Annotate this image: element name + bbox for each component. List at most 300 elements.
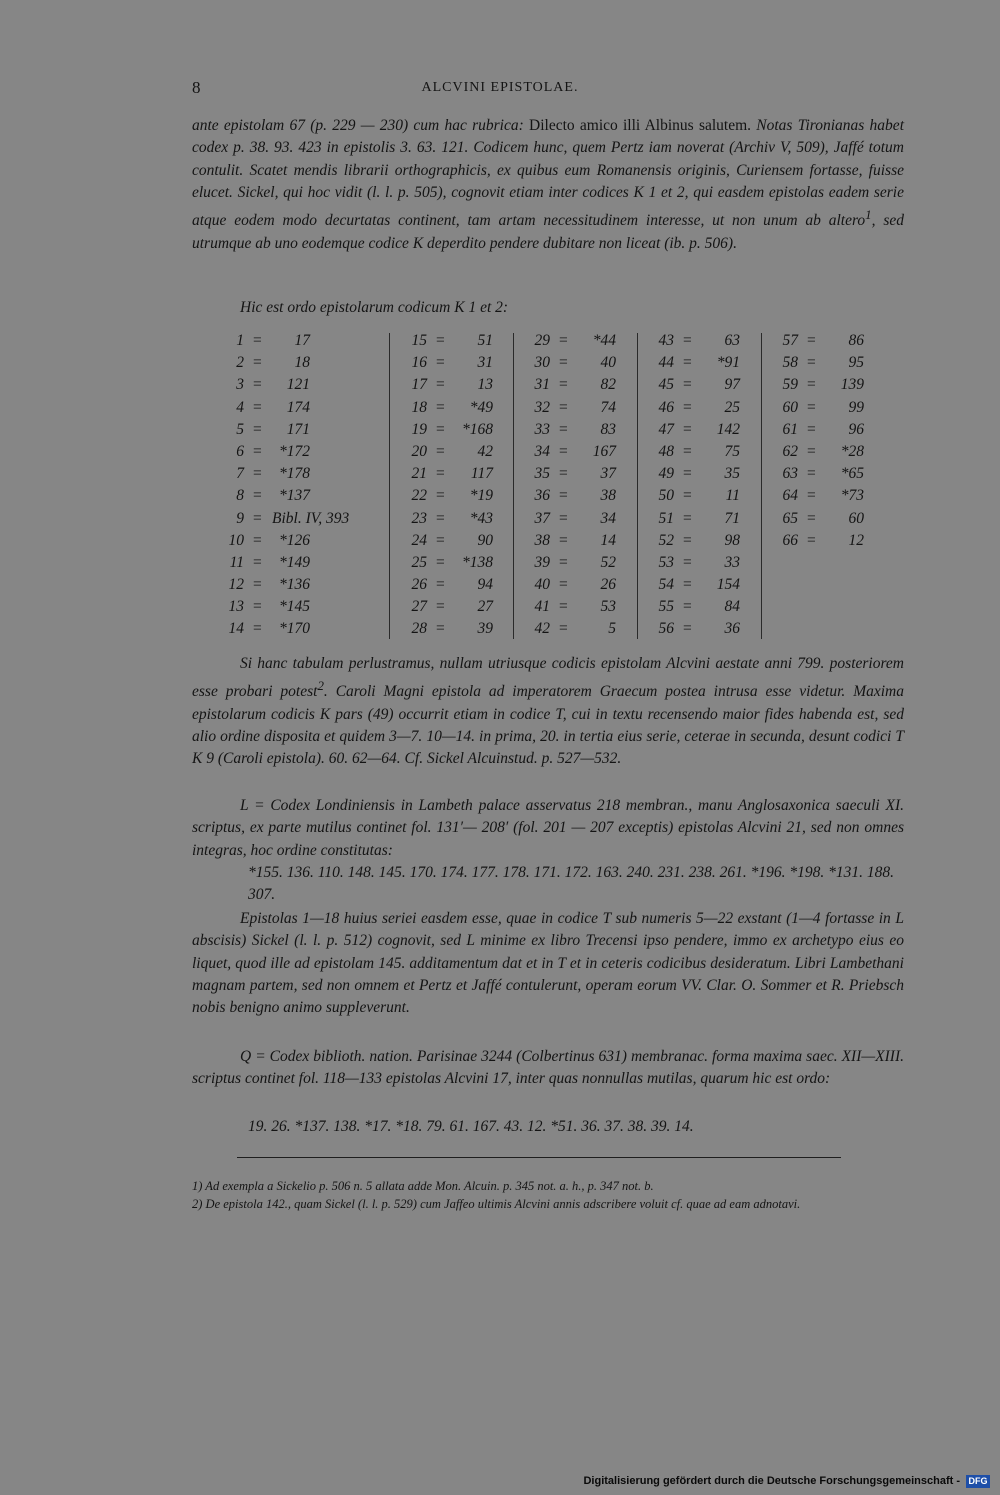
table-row <box>395 618 510 640</box>
letter-number-k: 44 <box>658 354 674 372</box>
letter-number-k: 21 <box>411 465 427 483</box>
letter-number-edition: 12 <box>848 531 864 549</box>
letter-number-edition: 84 <box>724 598 740 616</box>
equals-sign: = <box>558 354 569 372</box>
letter-number-k: 15 <box>411 332 427 349</box>
letter-number-edition: 86 <box>848 332 864 349</box>
table-row <box>766 419 881 441</box>
letter-number-k: 54 <box>658 576 674 594</box>
letter-number-k: 46 <box>658 398 674 416</box>
table-row <box>192 330 387 352</box>
page-number: 8 <box>192 78 201 97</box>
letter-number-edition: *168 <box>462 420 493 438</box>
letter-number-k: 24 <box>411 531 427 549</box>
letter-number-edition: *28 <box>840 442 864 460</box>
equals-sign: = <box>252 354 263 372</box>
equals-sign: = <box>252 376 263 394</box>
table-row <box>518 618 633 640</box>
table-row <box>642 352 757 374</box>
equals-sign: = <box>682 598 693 616</box>
letter-number-k: 19 <box>411 420 427 438</box>
letter-number-k: 14 <box>228 620 244 638</box>
equals-sign: = <box>682 620 693 638</box>
paragraph-tabula-text-2: . Caroli Magni epistola ad imperatorem Graecum postea intrusa esse videtur. Maxima epistolarum codicis K pars (49) occurrit etiam in codice T, cui in textu recensendo maior fides habenda est, sed alio ordine disposita et quidem 3—7. 10—14. in prima, 20. in tertia eius serie, ceterae in secunda, desunt codici T K 9 (Caroli epistola). 60. 62—64. Cf. Sickel Alcuinstud. p. 527—532. <box>192 683 904 768</box>
table-column-1 <box>192 330 387 641</box>
equals-sign: = <box>806 332 817 349</box>
letter-number-edition: 121 <box>286 376 310 394</box>
letter-number-edition: 71 <box>724 509 740 527</box>
table-row <box>642 485 757 507</box>
equals-sign: = <box>558 332 569 349</box>
table-row <box>192 374 387 396</box>
footnote-ref-1[interactable]: 1 <box>865 207 872 223</box>
table-row <box>395 508 510 530</box>
equals-sign: = <box>435 576 446 594</box>
letter-number-k: 49 <box>658 465 674 483</box>
equals-sign: = <box>435 553 446 571</box>
equals-sign: = <box>435 332 446 349</box>
letter-number-k: 17 <box>411 376 427 394</box>
letter-number-edition: 39 <box>477 620 493 638</box>
equals-sign: = <box>558 398 569 416</box>
letter-number-k: 25 <box>411 553 427 571</box>
equals-sign: = <box>806 398 817 416</box>
equals-sign: = <box>682 442 693 460</box>
table-row <box>395 574 510 596</box>
letter-number-k: 8 <box>236 487 244 505</box>
intro-end: , sed utrumque ab uno eodemque codice K deperdito pendere dubitare non liceat (ib. p. 506). <box>192 212 904 252</box>
equals-sign: = <box>435 509 446 527</box>
letter-number-edition: 174 <box>286 398 310 416</box>
equals-sign: = <box>806 531 817 549</box>
letter-number-k: 36 <box>534 487 550 505</box>
table-row <box>642 508 757 530</box>
letter-number-k: 11 <box>229 553 244 571</box>
table-row <box>518 508 633 530</box>
letter-number-k: 35 <box>534 465 550 483</box>
table-row <box>642 463 757 485</box>
letter-number-k: 27 <box>411 598 427 616</box>
letter-number-k: 58 <box>782 354 798 372</box>
equals-sign: = <box>435 487 446 505</box>
table-row <box>766 508 881 530</box>
letter-number-k: 31 <box>534 376 550 394</box>
column-divider <box>637 333 638 639</box>
equals-sign: = <box>435 531 446 549</box>
letter-number-edition: 60 <box>848 509 864 527</box>
letter-number-k: 4 <box>236 398 244 416</box>
letter-number-k: 51 <box>658 509 674 527</box>
column-divider <box>513 333 514 639</box>
order-intro-text: Hic est ordo epistolarum codicum K 1 et 2: <box>240 299 509 316</box>
equals-sign: = <box>806 420 817 438</box>
letter-number-k: 34 <box>534 442 550 460</box>
letter-number-k: 20 <box>411 442 427 460</box>
equals-sign: = <box>558 598 569 616</box>
letter-number-k: 59 <box>782 376 798 394</box>
letter-number-edition: 14 <box>600 531 616 549</box>
equals-sign: = <box>252 553 263 571</box>
letter-number-edition: *19 <box>469 487 493 505</box>
table-row <box>642 618 757 640</box>
equals-sign: = <box>682 398 693 416</box>
letter-number-k: 12 <box>228 576 244 594</box>
letter-number-edition: 99 <box>848 398 864 416</box>
table-column-2 <box>395 330 510 641</box>
equals-sign: = <box>806 465 817 483</box>
equals-sign: = <box>252 576 263 594</box>
letter-number-k: 55 <box>658 598 674 616</box>
table-row <box>192 508 387 530</box>
letter-number-edition: 53 <box>600 598 616 616</box>
paragraph-epistolas-text: Epistolas 1—18 huius seriei easdem esse, quae in codice T sub numeris 5—22 exstant (1—4 fortasse in L abscisis) Sickel (l. l. p. 512) cognovit, sed L minime ex libro Trecensi ipso pendere, immo ex archetypo eius eo liquet, quod ille ad epistolam 145. additamentum dat et in T et in ceteris codicibus desideratum. Libri Lambethani magnam partem, sed non omnem et Pertz et Jaffé contulerunt, operam eorum VV. Clar. O. Sommer et R. Priebsch nobis benigno animo suppleverunt. <box>192 910 904 1017</box>
equals-sign: = <box>682 376 693 394</box>
letter-number-k: 30 <box>534 354 550 372</box>
epistle-list-q: 19. 26. *137. 138. *17. *18. 79. 61. 167. 43. 12. *51. 36. 37. 38. 39. 14. <box>248 1118 694 1135</box>
letter-number-k: 29 <box>534 332 550 349</box>
table-row <box>518 397 633 419</box>
footnote-rule <box>237 1157 841 1158</box>
table-row <box>395 463 510 485</box>
letter-number-k: 52 <box>658 531 674 549</box>
letter-number-edition: 96 <box>848 420 864 438</box>
equals-sign: = <box>252 598 263 616</box>
table-row <box>642 574 757 596</box>
letter-number-edition: 167 <box>592 442 616 460</box>
equals-sign: = <box>558 465 569 483</box>
letter-number-k: 10 <box>228 531 244 549</box>
table-row <box>395 485 510 507</box>
letter-number-edition: 98 <box>724 531 740 549</box>
paragraph-tabula <box>192 653 904 771</box>
equals-sign: = <box>252 398 263 416</box>
equals-sign: = <box>682 354 693 372</box>
table-row <box>395 530 510 552</box>
equals-sign: = <box>806 509 817 527</box>
paragraph-codex-l <box>192 795 904 862</box>
table-row <box>518 552 633 574</box>
letter-number-edition: *65 <box>840 465 864 483</box>
table-row <box>395 374 510 396</box>
equals-sign: = <box>252 420 263 438</box>
table-row <box>518 374 633 396</box>
equals-sign: = <box>558 509 569 527</box>
letter-number-edition: *44 <box>592 332 616 349</box>
letter-number-edition: 25 <box>724 398 740 416</box>
letter-number-edition: 35 <box>724 465 740 483</box>
equals-sign: = <box>435 465 446 483</box>
letter-number-edition: *170 <box>279 620 310 638</box>
table-row <box>192 397 387 419</box>
footnote-1: 1) Ad exempla a Sickelio p. 506 n. 5 allata adde Mon. Alcuin. p. 345 not. a. h., p. 347 not. b. <box>192 1179 654 1193</box>
table-row <box>518 352 633 374</box>
footnotes <box>192 1177 904 1213</box>
equals-sign: = <box>435 376 446 394</box>
letter-number-edition: 13 <box>477 376 493 394</box>
letter-number-k: 50 <box>658 487 674 505</box>
letter-number-k: 33 <box>534 420 550 438</box>
column-divider <box>761 333 762 639</box>
letter-number-edition: 33 <box>724 553 740 571</box>
paragraph-codex-l-text: L = Codex Londiniensis in Lambeth palace asservatus 218 membran., manu Anglosaxonica saeculi XI. scriptus, ex parte mutilus continet fol. 131′— 208′ (fol. 201 — 207 exceptis) epistolas Alcvini 21, sed non omnes integras, hoc ordine constitutas: <box>192 797 904 859</box>
letter-number-k: 53 <box>658 553 674 571</box>
letter-number-k: 37 <box>534 509 550 527</box>
table-row <box>192 530 387 552</box>
equals-sign: = <box>252 509 263 527</box>
letter-number-k: 48 <box>658 442 674 460</box>
table-row <box>518 463 633 485</box>
equals-sign: = <box>558 620 569 638</box>
table-row <box>642 330 757 352</box>
equals-sign: = <box>682 420 693 438</box>
letter-number-edition: 75 <box>724 442 740 460</box>
equals-sign: = <box>252 487 263 505</box>
letter-number-edition: 52 <box>600 553 616 571</box>
intro-text: Notas Tironianas habet codex p. 38. 93. 423 in epistolis 3. 63. 121. Codicem hunc, quem Pertz iam noverat (Archiv V, 509), Jaffé totum contulit. Scatet mendis librarii orthographicis, ex quibus eum Romanensis originis, Curiensem fortasse, fuisse elucet. Sickel, qui hoc vidit (l. l. p. 505), cognovit etiam inter codices K 1 et 2, qui easdem epistolas eadem serie atque eodem modo decurtatas continent, tam artam necessitudinem interesse, ut non unum ab altero <box>192 117 904 230</box>
letter-number-edition: *172 <box>279 442 310 460</box>
table-row <box>192 441 387 463</box>
equals-sign: = <box>558 531 569 549</box>
table-row <box>642 374 757 396</box>
table-row <box>766 352 881 374</box>
footnote-2: 2) De epistola 142., quam Sickel (l. l. p. 529) cum Jaffeo ultimis Alcvini annis adscribere voluit cf. quae ad eam adnotavi. <box>192 1197 801 1211</box>
letter-number-edition: 17 <box>294 332 310 349</box>
table-row <box>192 596 387 618</box>
letter-number-edition: 171 <box>286 420 310 438</box>
letter-number-edition: 27 <box>477 598 493 616</box>
equals-sign: = <box>252 332 263 349</box>
table-row <box>192 485 387 507</box>
letter-number-k: 65 <box>782 509 798 527</box>
table-row <box>395 419 510 441</box>
letter-number-edition: 82 <box>600 376 616 394</box>
equals-sign: = <box>682 509 693 527</box>
letter-number-edition: *49 <box>469 398 493 416</box>
letter-number-edition: 11 <box>725 487 740 505</box>
letter-number-k: 60 <box>782 398 798 416</box>
letter-number-k: 45 <box>658 376 674 394</box>
letter-number-edition: *178 <box>279 465 310 483</box>
letter-number-edition: *145 <box>279 598 310 616</box>
table-row <box>192 463 387 485</box>
letter-number-edition: 94 <box>477 576 493 594</box>
letter-number-k: 26 <box>411 576 427 594</box>
letter-number-edition: 42 <box>477 442 493 460</box>
letter-number-k: 66 <box>782 531 798 549</box>
equals-sign: = <box>682 465 693 483</box>
equals-sign: = <box>682 332 693 349</box>
letter-number-edition: 5 <box>608 620 616 638</box>
letter-number-edition: 154 <box>716 576 740 594</box>
letter-number-k: 40 <box>534 576 550 594</box>
table-row <box>395 352 510 374</box>
intro-upright-text: Dilecto amico illi Albinus salutem. <box>523 117 752 134</box>
letter-number-edition: 18 <box>294 354 310 372</box>
table-row <box>518 574 633 596</box>
table-row <box>642 419 757 441</box>
letter-number-k: 2 <box>236 354 244 372</box>
letter-number-edition: *137 <box>279 487 310 505</box>
equals-sign: = <box>435 442 446 460</box>
table-row <box>192 352 387 374</box>
table-row <box>395 397 510 419</box>
letter-number-k: 64 <box>782 487 798 505</box>
table-row <box>642 397 757 419</box>
equals-sign: = <box>682 576 693 594</box>
equals-sign: = <box>806 442 817 460</box>
letter-number-k: 3 <box>236 376 244 394</box>
equals-sign: = <box>682 487 693 505</box>
table-row <box>518 485 633 507</box>
table-row <box>395 330 510 352</box>
paragraph-epistolas <box>192 908 904 1019</box>
letter-number-k: 39 <box>534 553 550 571</box>
letter-number-edition: *73 <box>840 487 864 505</box>
letter-number-k: 28 <box>411 620 427 638</box>
equals-sign: = <box>682 531 693 549</box>
footnote-ref-2[interactable]: 2 <box>317 678 324 694</box>
letter-number-edition: *138 <box>462 553 493 571</box>
table-row <box>642 596 757 618</box>
table-column-3 <box>518 330 633 641</box>
letter-number-k: 42 <box>534 620 550 638</box>
letter-number-edition: 74 <box>600 398 616 416</box>
table-row <box>518 330 633 352</box>
equals-sign: = <box>558 487 569 505</box>
paragraph-codex-q <box>192 1046 904 1091</box>
letter-number-k: 9 <box>236 509 244 527</box>
equals-sign: = <box>806 376 817 394</box>
letter-number-edition: *149 <box>279 553 310 571</box>
table-row <box>395 552 510 574</box>
paragraph-codex-q-text: Q = Codex biblioth. nation. Parisinae 3244 (Colbertinus 631) membranac. forma maxima saec. XII—XIII. scriptus continet fol. 118—133 epistolas Alcvini 17, inter quas nonnullas mutilas, quarum hic est ordo: <box>192 1048 904 1088</box>
letter-number-k: 22 <box>411 487 427 505</box>
letter-number-k: 56 <box>658 620 674 638</box>
table-row <box>642 441 757 463</box>
equals-sign: = <box>558 553 569 571</box>
epistle-list-l: *155. 136. 110. 148. 145. 170. 174. 177. 178. 171. 172. 163. 240. 231. 238. 261. *196. *198. *131. 188. 307. <box>248 864 894 904</box>
table-row <box>766 463 881 485</box>
letter-number-k: 13 <box>228 598 244 616</box>
equals-sign: = <box>558 442 569 460</box>
table-row <box>766 374 881 396</box>
letter-number-edition: 90 <box>477 531 493 549</box>
equals-sign: = <box>682 553 693 571</box>
letter-number-edition: 26 <box>600 576 616 594</box>
table-row <box>642 552 757 574</box>
table-row <box>192 552 387 574</box>
letter-number-edition: *136 <box>279 576 310 594</box>
table-row <box>766 530 881 552</box>
letter-number-edition: 97 <box>724 376 740 394</box>
letter-number-edition: *91 <box>716 354 740 372</box>
equals-sign: = <box>435 420 446 438</box>
letter-number-edition: 139 <box>840 376 864 394</box>
letter-number-k: 62 <box>782 442 798 460</box>
running-head: ALCVINI EPISTOLAE. <box>421 80 579 95</box>
letter-number-k: 41 <box>534 598 550 616</box>
letter-number-k: 38 <box>534 531 550 549</box>
equals-sign: = <box>252 620 263 638</box>
equals-sign: = <box>558 420 569 438</box>
table-column-5 <box>766 330 881 552</box>
letter-number-edition: 40 <box>600 354 616 372</box>
equals-sign: = <box>252 442 263 460</box>
equals-sign: = <box>806 487 817 505</box>
letter-number-edition: Bibl. IV, 393 <box>272 509 350 527</box>
order-intro <box>192 297 904 319</box>
equals-sign: = <box>435 620 446 638</box>
letter-number-k: 32 <box>534 398 550 416</box>
letter-number-k: 7 <box>236 465 244 483</box>
letter-number-edition: 38 <box>600 487 616 505</box>
letter-number-k: 1 <box>236 332 244 349</box>
equals-sign: = <box>558 576 569 594</box>
paragraph-tabula-text-1: Si hanc tabulam perlustramus, nullam utriusque codicis epistolam Alcvini aestate anni 799. posteriorem esse probari potest <box>192 655 904 701</box>
equals-sign: = <box>806 354 817 372</box>
letter-number-k: 61 <box>782 420 798 438</box>
letter-number-edition: *43 <box>469 509 493 527</box>
table-row <box>642 530 757 552</box>
table-row <box>395 441 510 463</box>
letter-number-edition: 83 <box>600 420 616 438</box>
letter-number-edition: 51 <box>477 332 493 349</box>
intro-italic-start: ante epistolam 67 (p. 229 — 230) cum hac rubrica: <box>192 117 524 134</box>
equals-sign: = <box>558 376 569 394</box>
table-row <box>518 596 633 618</box>
table-row <box>766 485 881 507</box>
letter-number-edition: 34 <box>600 509 616 527</box>
letter-number-edition: 63 <box>724 332 740 349</box>
dfg-logo: DFG <box>966 1475 990 1488</box>
letter-number-k: 5 <box>236 420 244 438</box>
table-row <box>766 330 881 352</box>
table-row <box>766 397 881 419</box>
equals-sign: = <box>435 598 446 616</box>
letter-number-edition: 117 <box>470 465 493 483</box>
table-row <box>518 530 633 552</box>
table-column-4 <box>642 330 757 641</box>
letter-number-edition: 142 <box>716 420 740 438</box>
table-row <box>518 441 633 463</box>
letter-number-k: 6 <box>236 442 244 460</box>
letter-number-edition: 37 <box>600 465 616 483</box>
equals-sign: = <box>435 354 446 372</box>
letter-number-edition: 95 <box>848 354 864 372</box>
digitization-credit: Digitalisierung gefördert durch die Deutsche Forschungsgemeinschaft - <box>583 1475 960 1487</box>
table-row <box>192 574 387 596</box>
letter-number-k: 47 <box>658 420 674 438</box>
letter-number-k: 23 <box>411 509 427 527</box>
letter-number-k: 18 <box>411 398 427 416</box>
intro-paragraph <box>192 115 904 255</box>
letter-number-edition: 36 <box>724 620 740 638</box>
letter-number-k: 43 <box>658 332 674 349</box>
letter-number-k: 16 <box>411 354 427 372</box>
equals-sign: = <box>252 465 263 483</box>
letter-number-k: 57 <box>782 332 798 349</box>
letter-number-edition: 31 <box>477 354 493 372</box>
equals-sign: = <box>435 398 446 416</box>
equals-sign: = <box>252 531 263 549</box>
table-row <box>518 419 633 441</box>
column-divider <box>389 333 390 639</box>
table-row <box>766 441 881 463</box>
table-row <box>192 618 387 640</box>
table-row <box>192 419 387 441</box>
letter-number-k: 63 <box>782 465 798 483</box>
letter-number-edition: *126 <box>279 531 310 549</box>
